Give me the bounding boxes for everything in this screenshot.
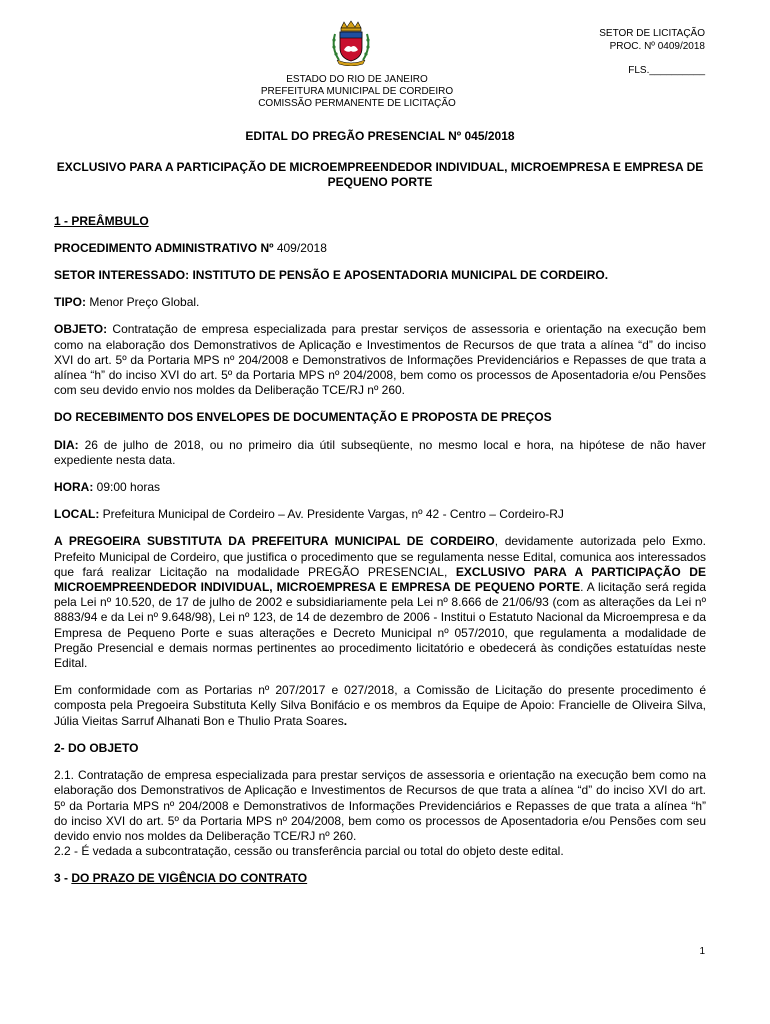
dia-text: 26 de julho de 2018, ou no primeiro dia útil subseqüente, no mesmo local e hora, na hipótese de não haver expediente nesta data.	[54, 437, 706, 467]
document-title: EDITAL DO PREGÃO PRESENCIAL Nº 045/2018	[245, 129, 515, 143]
setor-interessado-line: SETOR INTERESSADO: INSTITUTO DE PENSÃO E APOSENTADORIA MUNICIPAL DE CORDEIRO.	[54, 268, 609, 283]
document-subtitle: EXCLUSIVO PARA A PARTICIPAÇÃO DE MICROEMPREENDEDOR INDIVIDUAL, MICROEMPRESA E EMPRESA DE PEQUENO PORTE	[56, 160, 704, 190]
page-sheet-field: FLS.__________	[628, 65, 705, 76]
commission-name: COMISSÃO PERMANENTE DE LICITAÇÃO	[258, 98, 456, 109]
process-number: PROC. Nº 0409/2018	[609, 41, 705, 52]
item-2-1: 2.1. Contratação de empresa especializada para prestar serviços de assessoria e orientação na execução bem como na elaboração dos Demonstrativos de Aplicação e Investimentos de Recursos de que trata a alínea “d” do inciso XVI do art. 5º da Portaria MPS nº 204/2008 e Demonstrativos de Informações Previdenciários e Repasses de que trata a alínea “h” do inciso XVI do art. 5º da Portaria MPS nº 204/2008, bem como os processos de Aposentadoria e/ou Pensões com seu devido envio nos moldes da Deliberação TCE/RJ nº 260.	[54, 768, 706, 843]
organization-header	[190, 74, 524, 110]
sector-label: SETOR DE LICITAÇÃO	[599, 28, 705, 39]
hora-label: HORA:	[54, 480, 94, 495]
recebimento-heading: DO RECEBIMENTO DOS ENVELOPES DE DOCUMENTAÇÃO E PROPOSTA DE PREÇOS	[54, 410, 552, 425]
prazo-prefix: 3 -	[54, 871, 72, 886]
local-value: Prefeitura Municipal de Cordeiro – Av. Presidente Vargas, nº 42 - Centro – Cordeiro-RJ	[99, 507, 564, 522]
tipo-label: TIPO:	[54, 295, 86, 310]
pregoeira-text-2: . A licitação será regida pela Lei nº 10.520, de 17 de julho de 2002 e subsidiariamente pela Lei nº 8.666 de 21/06/93 (com as alterações da Lei nº 8883/94 e da Lei nº 9.648/98), Lei nº 123, de 14 de dezembro de 2006 - Institui o Estatuto Nacional da Microempresa e da Empresa de Pequeno Porte e suas alterações e Decreto Municipal nº 057/2010, que regulamenta a modalidade de Pregão Presencial e demais normas pertinentes ao procedimento licitatório e obedecerá às condições estatuídas neste Edital.	[54, 580, 706, 671]
prazo-title: DO PRAZO DE VIGÊNCIA DO CONTRATO	[71, 871, 308, 886]
document-body	[54, 129, 706, 899]
hora-line	[54, 480, 706, 495]
procedimento-value: 409/2018	[273, 240, 327, 255]
page-number: 1	[699, 946, 705, 957]
local-line	[54, 507, 706, 522]
procedimento-label: PROCEDIMENTO ADMINISTRATIVO Nº	[54, 240, 274, 255]
procedimento-line	[54, 241, 706, 256]
pregoeira-bold-exclusivo: EXCLUSIVO PARA A PARTICIPAÇÃO DE MICROEMPREENDEDOR INDIVIDUAL, MICROEMPRESA E EMPRESA DE PEQUENO PORTE	[54, 564, 706, 595]
section-heading-preambulo: 1 - PREÂMBULO	[54, 213, 149, 228]
conformidade-paragraph	[54, 683, 706, 729]
conformidade-end: .	[343, 713, 348, 728]
state-name: ESTADO DO RIO DE JANEIRO	[286, 74, 428, 85]
conformidade-text: Em conformidade com as Portarias nº 207/2017 e 027/2018, a Comissão de Licitação do presente procedimento é composta pela Pregoeira Substituta Kelly Silva Bonifácio e os membros da Equipe de Apoio: Francielle de Oliveira Silva, Júlia Vieitas Sarruf Alhanati Bon e Thulio Prata Soares	[54, 683, 706, 728]
dia-paragraph	[54, 438, 706, 468]
local-label: LOCAL:	[54, 507, 100, 522]
pregoeira-text-1: , devidamente autorizada pelo Exmo. Prefeito Municipal de Cordeiro, que justifica o procedimento que se regulamenta nesse Edital, comunica aos interessados que fará realizar Licitação na modalidade PREGÃO PRESENCIAL,	[54, 534, 706, 579]
tipo-value: Menor Preço Global.	[86, 295, 200, 310]
document-control-block	[599, 27, 705, 77]
section-heading-prazo	[54, 871, 706, 886]
tipo-line	[54, 295, 706, 310]
prefecture-name: PREFEITURA MUNICIPAL DE CORDEIRO	[260, 86, 454, 97]
hora-value: 09:00 horas	[93, 480, 161, 495]
item-2-2: 2.2 - É vedada a subcontratação, cessão ou transferência parcial ou total do objeto deste edital.	[54, 844, 564, 859]
pregoeira-paragraph	[54, 534, 706, 671]
section-heading-objeto: 2- DO OBJETO	[54, 740, 139, 755]
pregoeira-bold-intro: A PREGOEIRA SUBSTITUTA DA PREFEITURA MUNICIPAL DE CORDEIRO	[54, 534, 495, 549]
objeto-paragraph	[54, 322, 706, 398]
objeto-label: OBJETO:	[54, 322, 108, 337]
coat-of-arms-icon	[329, 20, 373, 66]
objeto-text: Contratação de empresa especializada para prestar serviços de assessoria e orientação na execução bem como na elaboração dos Demonstrativos de Aplicação e Investimentos de Recursos de que trata a alínea “d” do inciso XVI do art. 5º da Portaria MPS nº 204/2008 e Demonstrativos de Informações Previdenciários e Repasses de que trata a alínea “h” do inciso XVI do art. 5º da Portaria MPS nº 204/2008, bem como os processos de Aposentadoria e/ou Pensões com seu devido envio nos moldes da Deliberação TCE/RJ nº 260.	[54, 322, 706, 398]
dia-label: DIA:	[54, 437, 79, 452]
